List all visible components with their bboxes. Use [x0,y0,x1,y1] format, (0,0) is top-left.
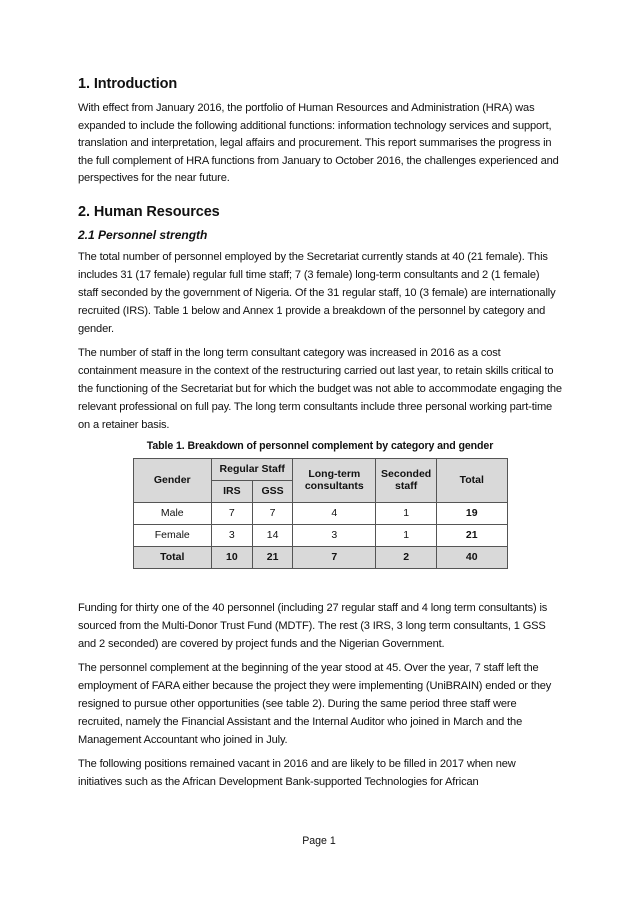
header-gss: GSS [252,480,293,502]
intro-heading: 1. Introduction [78,76,178,92]
cell-seconded: 1 [376,524,437,546]
header-irs: IRS [211,480,252,502]
hr-heading: 2. Human Resources [78,203,220,220]
cell-gender: Female [133,524,211,546]
cell-long-term: 7 [293,546,376,568]
cell-total: 40 [437,546,507,568]
hr-paragraph-3: Funding for thirty one of the 40 personnel (including 27 regular staff and 4 long term consultants) is sourced from the Multi-Donor Trust Fund (MDTF). The rest (3 IRS, 3 long term consultants, 1 GSS and 2 seconded) are covered by project funds and the Nigerian Government. [78,601,548,650]
hr-paragraph-2: The number of staff in the long term consultant category was increased in 2016 as a cost containment measure in the context of the restructuring carried out last year, to retain skills critical to the functioning of the Secretariat but for which the budget was not able to accommodate engaging the relevant professional on full pay. The long term consultants include three personal working part-time on a retainer basis. [78,346,562,431]
cell-gender: Male [133,502,211,524]
hr-paragraph-5: The following positions remained vacant in 2016 and are likely to be filled in 2017 when new initiatives such as the African Development Bank-supported Technologies for African [78,757,516,788]
cell-long-term: 4 [293,502,376,524]
cell-gss: 14 [252,524,293,546]
cell-irs: 10 [211,546,252,568]
cell-gender: Total [133,546,211,568]
page-number: Page 1 [302,835,336,847]
cell-total: 21 [437,524,507,546]
hr-paragraph-4: The personnel complement at the beginning of the year stood at 45. Over the year, 7 staff left the employment of FARA either because the project they were implementing (UniBRAIN) ended or they resigned to pursue other opportunities (see table 2). During the same period three staff were recruited, namely the Financial Assistant and the Internal Auditor who joined in March and the Management Accountant who joined in July. [78,661,552,746]
cell-long-term: 3 [293,524,376,546]
table-row [133,502,507,524]
header-total: Total [437,458,507,502]
table-row [133,524,507,546]
cell-total: 19 [437,502,507,524]
intro-paragraph: With effect from January 2016, the portfolio of Human Resources and Administration (HRA) was expanded to include the following additional functions: information technology services and support, translation and interpretation, legal affairs and procurement. This report summarises the progress in the full complement of HRA functions from January to October 2016, the challenges experienced and perspectives for the near future. [78,102,559,184]
header-gender: Gender [133,458,211,502]
table-caption: Table 1. Breakdown of personnel complement by category and gender [146,439,494,452]
personnel-strength-subheading: 2.1 Personnel strength [78,227,208,242]
header-long-term: Long-term consultants [293,458,376,502]
personnel-table [133,458,508,569]
cell-gss: 21 [252,546,293,568]
hr-paragraph-1: The total number of personnel employed by the Secretariat currently stands at 40 (21 female). This includes 31 (17 female) regular full time staff; 7 (3 female) long-term consultants and 2 (1 female) staff seconded by the government of Nigeria. Of the 31 regular staff, 10 (3 female) are internationally recruited (IRS). Table 1 below and Annex 1 provide a breakdown of the personnel by category and gender. [78,250,556,335]
header-regular-staff: Regular Staff [211,458,292,480]
cell-irs: 7 [211,502,252,524]
cell-seconded: 1 [376,502,437,524]
page-content [78,76,562,797]
table-total-row [133,546,507,568]
cell-irs: 3 [211,524,252,546]
cell-gss: 7 [252,502,293,524]
cell-seconded: 2 [376,546,437,568]
header-seconded: Seconded staff [376,458,437,502]
